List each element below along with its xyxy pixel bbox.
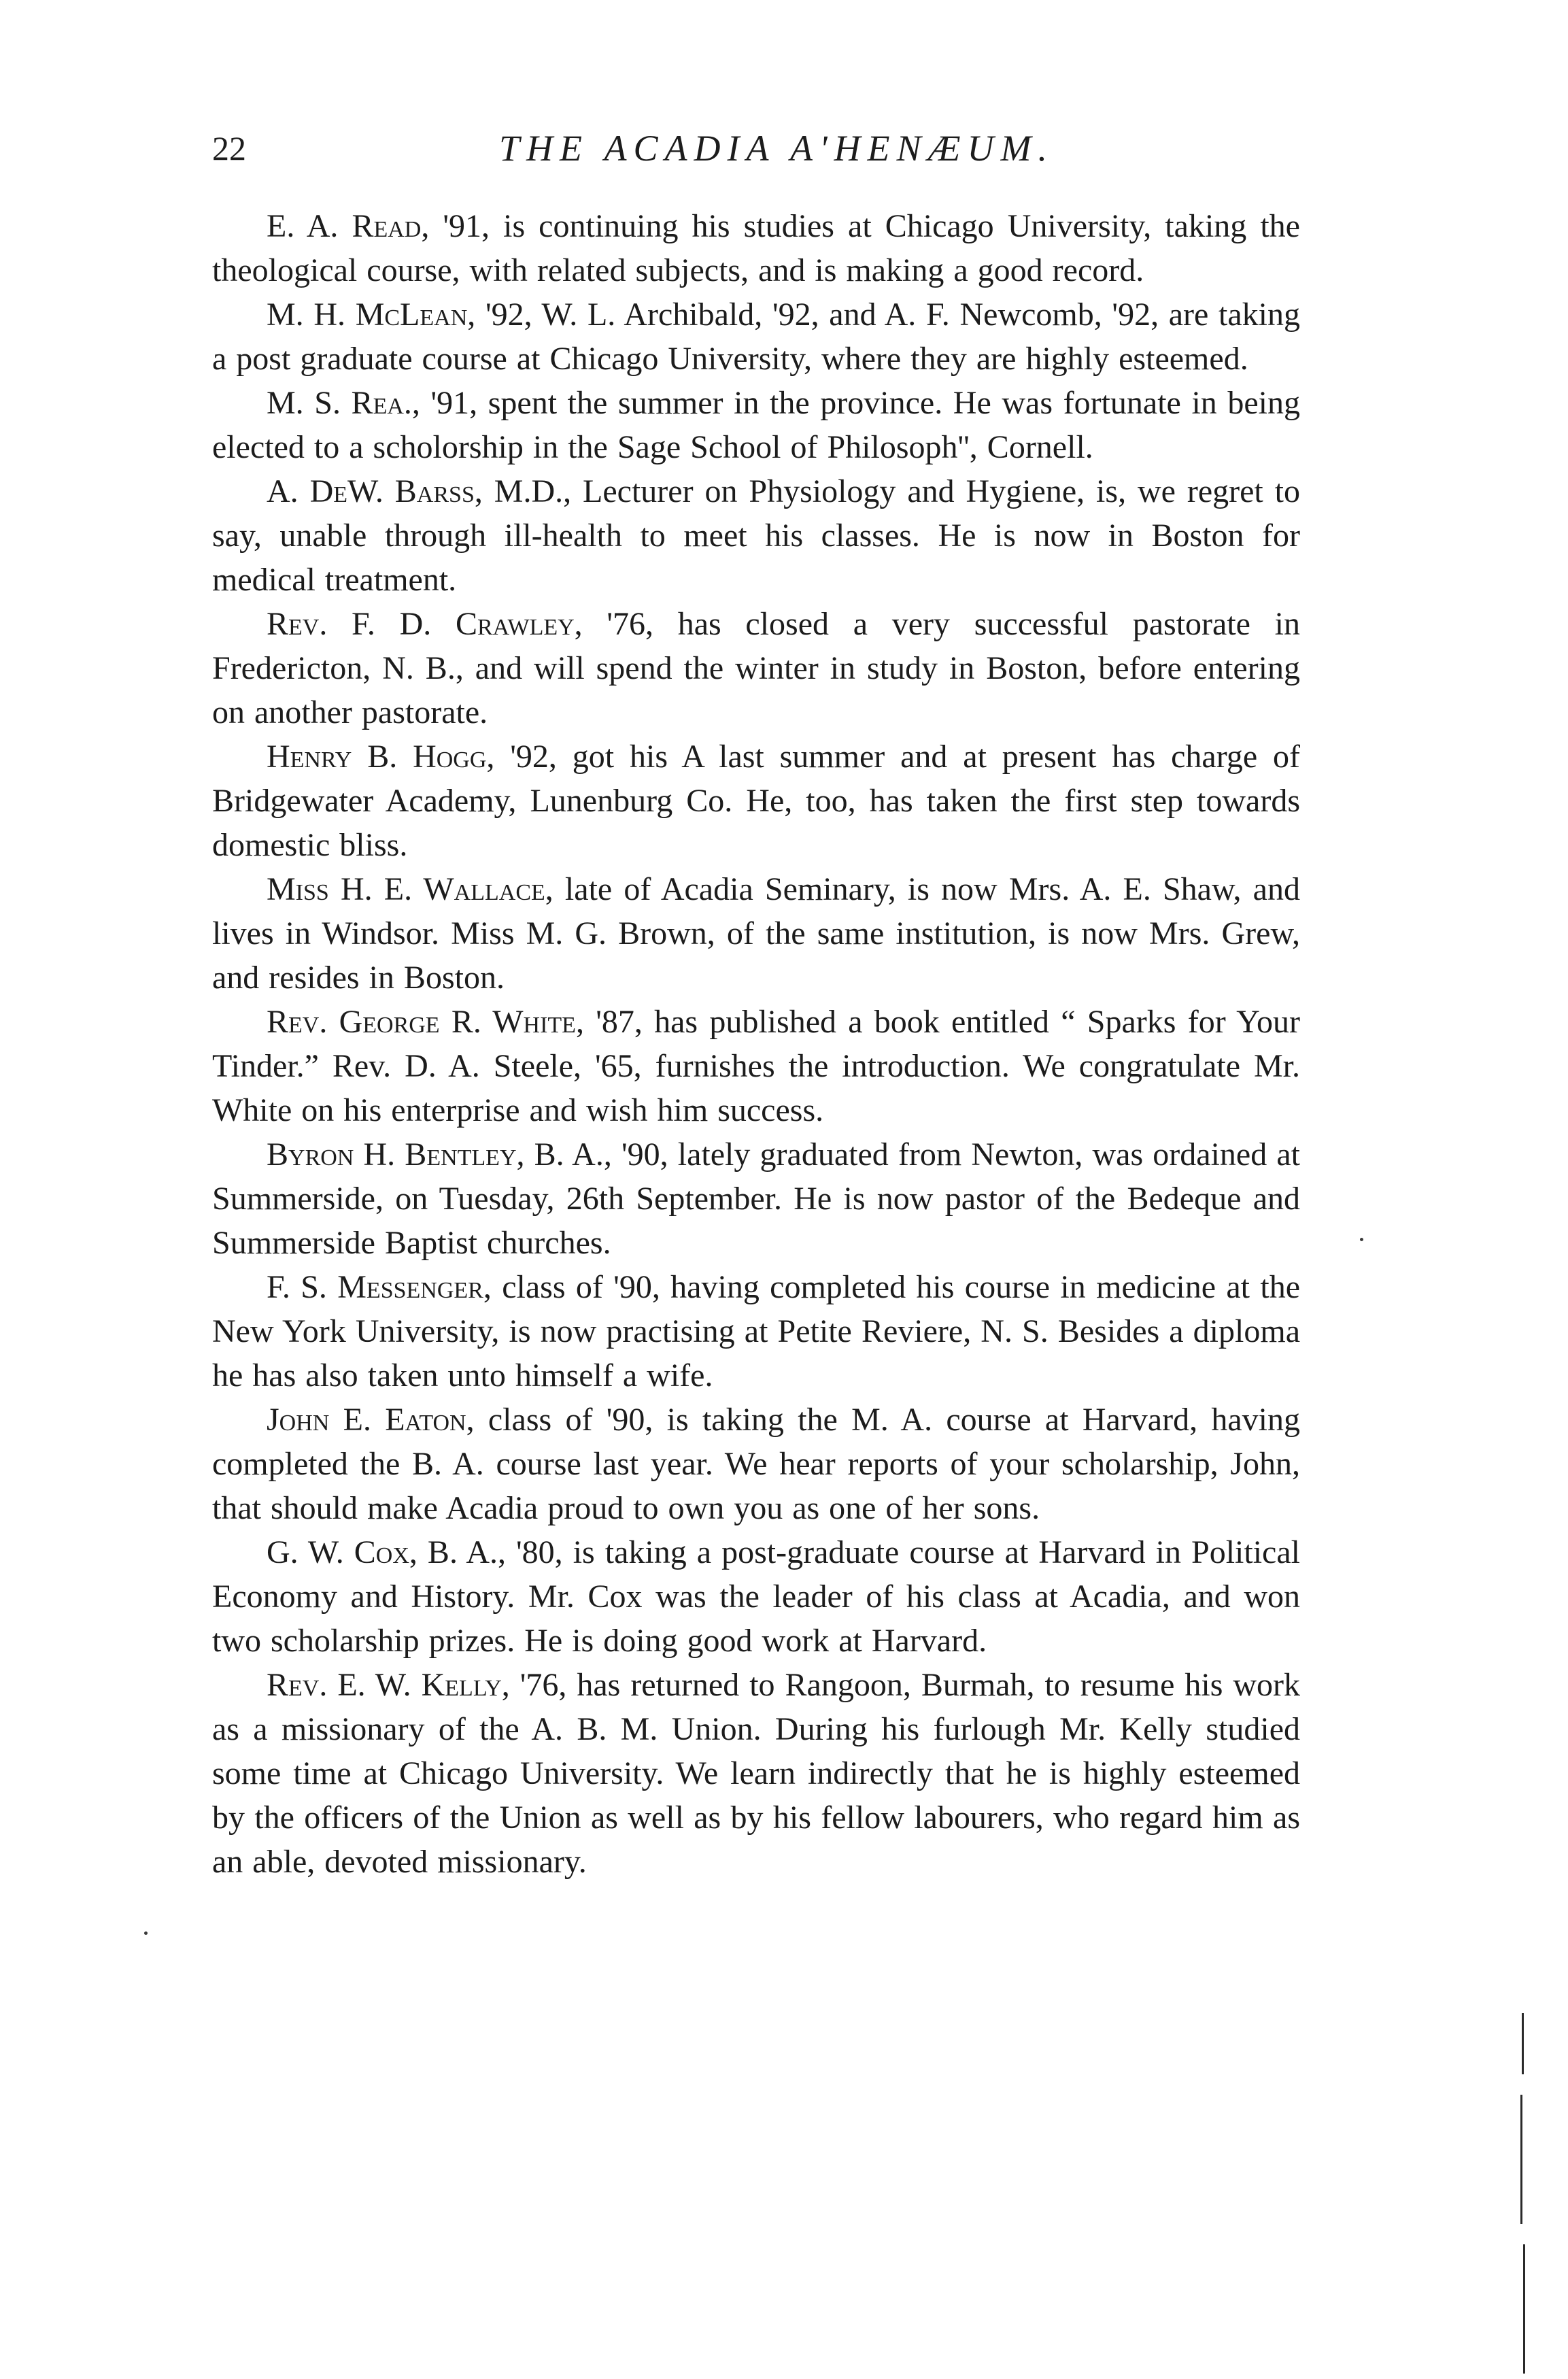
alumni-note bbox=[212, 1265, 1300, 1398]
alumni-name: Rev. E. W. Kelly bbox=[267, 1667, 502, 1703]
alumni-note bbox=[212, 204, 1300, 292]
alumni-note-text: , M.D., Lecturer on Physiology and Hygiene, is, we regret to say, unable through ill-health to meet his classes. He is now in Boston for medical treatment. bbox=[212, 473, 1301, 598]
alumni-note-text: , class of '90, having completed his course in medicine at the New York University, is now practising at Petite Reviere, N. S. Besides a diploma he has also taken unto himself a wife. bbox=[212, 1269, 1301, 1394]
alumni-note-text: , '92, got his A last summer and at present has charge of Bridgewater Academy, Lunenburg Co. He, too, has taken the first step towards domestic bliss. bbox=[212, 739, 1301, 863]
alumni-note-text: , '92, W. L. Archibald, '92, and A. F. Newcomb, '92, are taking a post graduate course at Chicago University, where they are highly esteemed. bbox=[212, 297, 1301, 377]
running-title: THE ACADIA A'HENÆUM. bbox=[498, 128, 1055, 169]
scan-edge-mark bbox=[1520, 2095, 1522, 2224]
stray-ink-dot bbox=[1360, 1238, 1363, 1241]
alumni-note-text: , class of '90, is taking the M. A. course at Harvard, having completed the B. A. course last year. We hear reports of your scholarship, John, that should make Acadia proud to own you as one of her sons. bbox=[212, 1402, 1301, 1526]
stray-ink-dot bbox=[144, 1931, 148, 1935]
alumni-name: John E. Eaton bbox=[267, 1402, 466, 1438]
alumni-note-text: , late of Acadia Seminary, is now Mrs. A. E. Shaw, and lives in Windsor. Miss M. G. Brown, of the same institution, is now Mrs. Grew, and resides in Boston. bbox=[212, 871, 1300, 996]
alumni-note-text: , B. A., '90, lately graduated from Newton, was ordained at Summerside, on Tuesday, 26th September. He is now pastor of the Bedeque and Summerside Baptist churches. bbox=[212, 1136, 1300, 1261]
alumni-note bbox=[212, 867, 1300, 1000]
alumni-name: Byron H. Bentley bbox=[267, 1136, 517, 1172]
alumni-name: Rev. George R. White bbox=[267, 1004, 576, 1040]
alumni-note bbox=[212, 469, 1300, 602]
alumni-note bbox=[212, 292, 1300, 381]
alumni-name: Henry B. Hogg bbox=[267, 739, 487, 775]
alumni-note bbox=[212, 602, 1300, 735]
alumni-note bbox=[212, 1663, 1300, 1884]
alumni-name: G. W. Cox bbox=[267, 1534, 409, 1570]
alumni-note bbox=[212, 735, 1300, 867]
alumni-name: F. S. Messenger bbox=[267, 1269, 483, 1305]
alumni-name: E. A. Read bbox=[267, 208, 422, 244]
page-number: 22 bbox=[212, 129, 246, 167]
alumni-note bbox=[212, 1398, 1300, 1530]
alumni-note bbox=[212, 1530, 1300, 1663]
alumni-name: Rev. F. D. Crawley bbox=[267, 606, 575, 642]
scan-edge-mark bbox=[1522, 2013, 1524, 2074]
alumni-note-text: , '91, is continuing his studies at Chicago University, taking the theological course, with related subjects, and is making a good record. bbox=[212, 208, 1300, 288]
scan-edge-mark bbox=[1523, 2244, 1525, 2374]
alumni-note-text: , '76, has closed a very successful pastorate in Fredericton, N. B., and will spend the winter in study in Boston, before entering on another pastorate. bbox=[212, 606, 1300, 730]
alumni-note bbox=[212, 381, 1300, 469]
alumni-note-text: , B. A., '80, is taking a post-graduate course at Harvard in Political Economy and History. Mr. Cox was the leader of his class at Acadia, and won two scholarship prizes. He is doing good work at Harvard. bbox=[212, 1534, 1300, 1659]
alumni-name: A. DeW. Barss bbox=[267, 473, 475, 509]
page-header bbox=[212, 121, 1341, 175]
alumni-note bbox=[212, 1000, 1300, 1132]
alumni-note bbox=[212, 1132, 1300, 1265]
alumni-name: M. S. Rea., bbox=[267, 385, 431, 421]
alumni-name: Miss H. E. Wallace bbox=[267, 871, 545, 907]
news-column bbox=[212, 204, 1300, 1884]
alumni-note-text: '91, spent the summer in the province. He was fortunate in being elected to a scholorship in the Sage School of Philosoph'', Cornell. bbox=[212, 385, 1301, 465]
alumni-note-text: , '76, has returned to Rangoon, Burmah, to resume his work as a missionary of the A. B. M. Union. During his furlough Mr. Kelly studied some time at Chicago University. We learn indirectly that he is highly esteemed by the officers of the Union as well as by his fellow labourers, who regard him as an able, devoted missionary. bbox=[212, 1667, 1300, 1880]
alumni-name: M. H. McLean bbox=[267, 297, 468, 333]
alumni-note-text: , '87, has published a book entitled “ Sparks for Your Tinder.” Rev. D. A. Steele, '65, furnishes the introduction. We congratulate Mr. White on his enterprise and wish him success. bbox=[212, 1004, 1300, 1128]
